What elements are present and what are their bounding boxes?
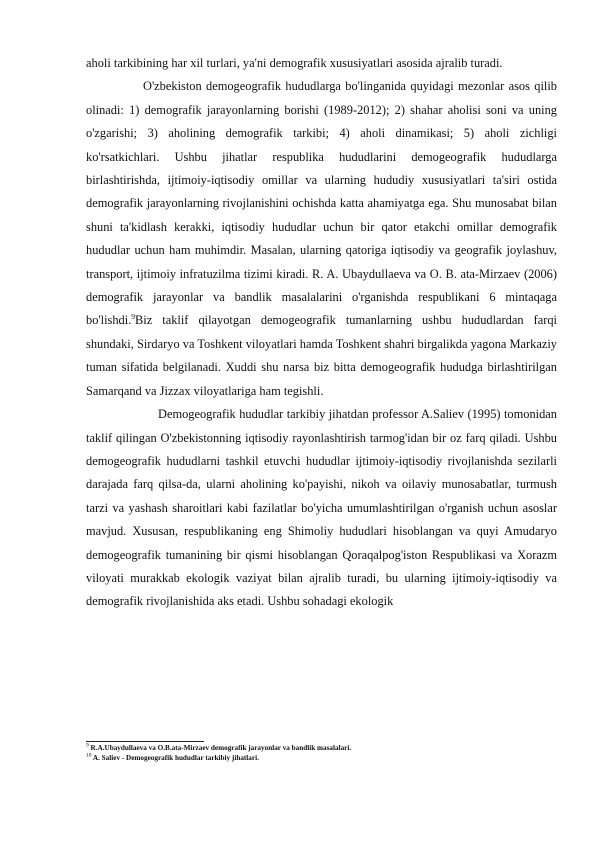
paragraph-2-text: O'zbekiston demogeografik hududlarga bo'linganida quyidagi mezonlar asos qilib olinadi: 1) demografik jarayonlarning borishi (1989-2012); 2) shahar aholisi soni va uning o'zgarishi; 3) aholining demografik tarkibi; 4) aholi dinamikasi; 5) aholi zichligi ko'rsatkichlari. Ushbu jihatlar respublika hududlarini demogeografik hududlarga birlashtirishda, ijtimoiy-iqtisodiy omillar va ularning hududiy xususiyatlari ta'siri ostida demografik jarayonlarning rivojlanishini ochishda katta ahamiyatga ega. Shu munosabat bilan shuni ta'kidlash kerakki, iqtisodiy hududlar uchun bir qator etakchi omillar demografik hududlar uchun ham muhimdir. Masalan, ularning qatoriga iqtisodiy va geografik joylashuv, transport, ijtimoiy infratuzilma tizimi kiradi. R. A. Ubaydullaeva va O. B. ata-Mirzaev (2006) demografik jarayonlar va bandlik masalalarini o'rganishda respublikani 6 mintaqaga bo'lishdi. [86, 79, 557, 328]
paragraph-1: aholi tarkibining har xil turlari, ya'ni demografik xususiyatlari asosida ajralib turadi. [86, 56, 503, 70]
body-text [86, 52, 557, 614]
footnote-9-number: 9 [86, 742, 89, 749]
paragraph-2 [86, 75, 557, 403]
footnote-10-number: 10 [86, 753, 92, 760]
footnotes [86, 743, 557, 764]
footnote-9-text: R.A.Ubaydullaeva va O.B.ata-Mirzaev demografik jarayonlar va bandlik masalalari. [88, 744, 352, 752]
paragraph-3: Demogeografik hududlar tarkibiy jihatdan professor A.Saliev (1995) tomonidan taklif qilingan O'zbekistonning iqtisodiy rayonlashtirish tarmog'idan bir oz farq qiladi. Ushbu demogeografik hududlarni tashkil etuvchi hududlar ijtimoiy-iqtisodiy rivojlanishda sezilarli darajada farq qilsa-da, ularni aholining ko'payishi, nikoh va oilaviy munosabatlar, turmush tarzi va yashash sharoitlari kabi fazilatlar bo'yicha umumlashtirilgan o'rganish uchun asoslar mavjud. Xususan, respublikaning eng Shimoliy hududlari hisoblangan va quyi Amudaryo demogeografik tumanining bir qismi hisoblangan Qoraqalpog'iston Respublikasi va Xorazm viloyati murakkab ekologik vaziyat bilan ajralib turadi, bu ularning ijtimoiy-iqtisodiy va demografik rivojlanishida aks etadi. Ushbu sohadagi ekologik [86, 407, 557, 609]
footnote-reference-9[interactable]: 9 [131, 312, 136, 322]
paragraph-2-continuation: Biz taklif qilayotgan demogeografik tumanlarning ushbu hududlardan farqi shundaki, Sirdaryo va Toshkent viloyatlari hamda Toshkent shahri birgalikda yagona Markaziy tuman sifatida belgilanadi. Xuddi shu narsa biz bitta demogeografik hududga birlashtirilgan Samarqand va Jizzax viloyatlariga ham tegishli. [86, 313, 557, 398]
footnote-9 [86, 743, 557, 753]
footnote-separator [86, 741, 204, 742]
footnote-10-text: A. Saliev - Demogeografik hududlar tarkibiy jihatlari. [91, 754, 259, 763]
footnote-10 [86, 753, 557, 763]
